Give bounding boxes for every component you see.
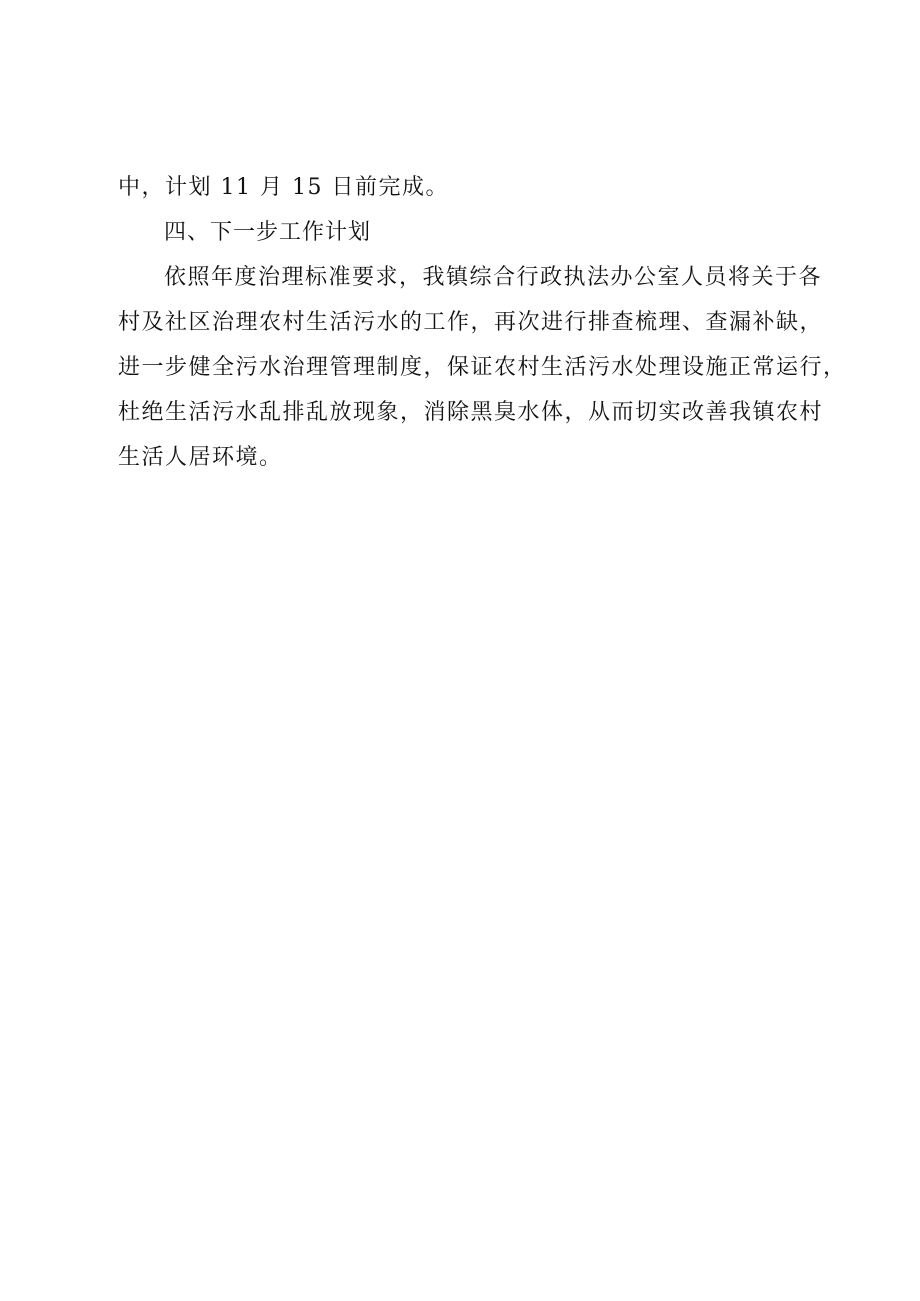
continuation-line: 中，计划 11 月 15 日前完成。 bbox=[118, 175, 449, 200]
paragraph-line-3: 进一步健全污水治理管理制度，保证农村生活污水处理设施正常运行， bbox=[118, 355, 847, 380]
paragraph-line-1: 依照年度治理标准要求，我镇综合行政执法办公室人员将关于各 bbox=[164, 265, 823, 290]
paragraph-line-5: 生活人居环境。 bbox=[118, 445, 283, 470]
paragraph-line-4: 杜绝生活污水乱排乱放现象，消除黑臭水体，从而切实改善我镇农村 bbox=[118, 400, 824, 425]
paragraph-line-2: 村及社区治理农村生活污水的工作，再次进行排查梳理、查漏补缺， bbox=[118, 310, 824, 335]
section-heading: 四、下一步工作计划 bbox=[164, 220, 372, 245]
